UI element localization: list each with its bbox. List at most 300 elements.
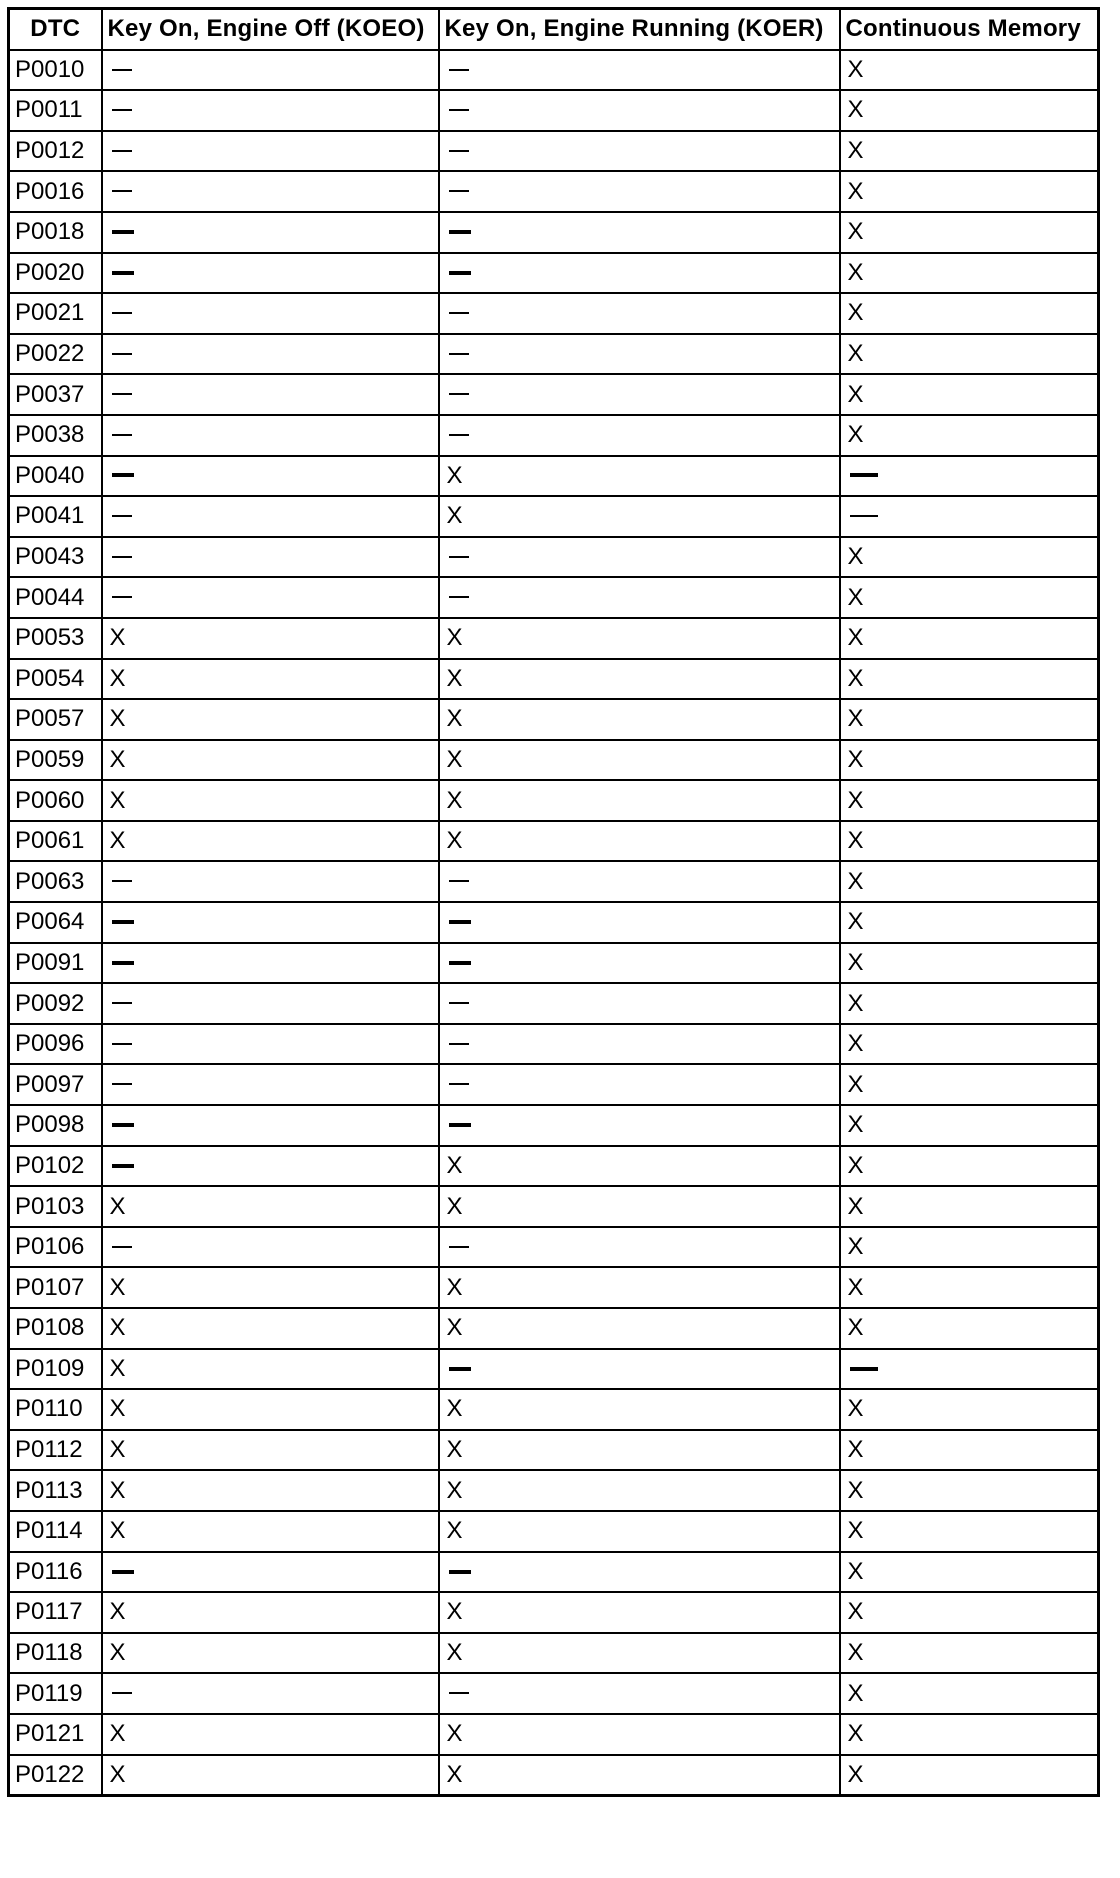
dtc-code-cell: [9, 1552, 102, 1593]
koer-cell: [439, 1349, 840, 1390]
dtc-code-cell: [9, 983, 102, 1024]
koer-cell: [439, 943, 840, 984]
dtc-code: P0037: [15, 380, 85, 408]
table-row: [9, 1308, 1099, 1349]
applicable-mark: X: [446, 1192, 463, 1220]
applicable-mark: X: [847, 1557, 864, 1585]
koer-cell: [439, 1511, 840, 1552]
koer-cell: [439, 699, 840, 740]
dtc-code: P0091: [15, 948, 85, 976]
not-applicable-dash: [449, 353, 469, 355]
table-row: [9, 1105, 1099, 1146]
applicable-mark: X: [847, 299, 864, 327]
dtc-code-cell: [9, 1146, 102, 1187]
koeo-cell: [102, 1105, 439, 1146]
applicable-mark: X: [109, 1598, 126, 1626]
koer-cell: [439, 861, 840, 902]
koeo-cell: [102, 780, 439, 821]
table-row: [9, 821, 1099, 862]
applicable-mark: X: [109, 1273, 126, 1301]
dtc-code-cell: [9, 659, 102, 700]
koeo-cell: [102, 334, 439, 375]
continuous-memory-cell: [840, 577, 1099, 618]
table-row: [9, 1552, 1099, 1593]
not-applicable-dash: [112, 515, 132, 517]
koeo-cell: [102, 618, 439, 659]
koer-cell: [439, 293, 840, 334]
dtc-code-cell: [9, 861, 102, 902]
continuous-memory-cell: [840, 537, 1099, 578]
not-applicable-dash: [112, 69, 132, 71]
koer-cell: [439, 1552, 840, 1593]
dtc-code: P0096: [15, 1030, 85, 1058]
dtc-code-cell: [9, 1714, 102, 1755]
applicable-mark: X: [109, 1639, 126, 1667]
koer-cell: [439, 90, 840, 131]
dtc-code-cell: [9, 821, 102, 862]
koeo-cell: [102, 1430, 439, 1471]
applicable-mark: X: [847, 1679, 864, 1707]
continuous-memory-cell: [840, 659, 1099, 700]
continuous-memory-cell: [840, 1552, 1099, 1593]
table-row: [9, 1024, 1099, 1065]
not-applicable-dash: [449, 230, 471, 234]
continuous-memory-cell: [840, 1349, 1099, 1390]
table-row: [9, 131, 1099, 172]
not-applicable-dash: [112, 393, 132, 395]
column-header-koeo: Key On, Engine Off (KOEO): [102, 9, 439, 50]
dtc-code: P0040: [15, 461, 85, 489]
applicable-mark: X: [446, 1517, 463, 1545]
table-row: [9, 1349, 1099, 1390]
applicable-mark: X: [446, 1314, 463, 1342]
not-applicable-dash: [112, 109, 132, 111]
applicable-mark: X: [847, 543, 864, 571]
dtc-code: P0060: [15, 786, 85, 814]
dtc-code: P0021: [15, 299, 85, 327]
not-applicable-dash: [449, 596, 469, 598]
koeo-cell: [102, 374, 439, 415]
continuous-memory-cell: [840, 902, 1099, 943]
koeo-cell: [102, 1673, 439, 1714]
not-applicable-dash: [112, 556, 132, 558]
not-applicable-dash: [449, 961, 471, 965]
continuous-memory-cell: [840, 1105, 1099, 1146]
koeo-cell: [102, 740, 439, 781]
not-applicable-dash: [449, 1246, 469, 1248]
koeo-cell: [102, 1552, 439, 1593]
dtc-code: P0053: [15, 624, 85, 652]
koer-cell: [439, 212, 840, 253]
koer-cell: [439, 1308, 840, 1349]
applicable-mark: X: [847, 908, 864, 936]
continuous-memory-cell: [840, 1714, 1099, 1755]
column-header-dtc: DTC: [9, 9, 102, 50]
continuous-memory-cell: [840, 1227, 1099, 1268]
not-applicable-dash: [449, 1692, 469, 1694]
dtc-code: P0103: [15, 1192, 85, 1220]
koer-cell: [439, 1673, 840, 1714]
applicable-mark: X: [109, 624, 126, 652]
not-applicable-dash: [112, 1083, 132, 1085]
dtc-code: P0063: [15, 867, 85, 895]
table-row: [9, 1267, 1099, 1308]
applicable-mark: X: [847, 1111, 864, 1139]
applicable-mark: X: [446, 705, 463, 733]
applicable-mark: X: [446, 745, 463, 773]
koer-cell: [439, 1024, 840, 1065]
applicable-mark: X: [847, 827, 864, 855]
applicable-mark: X: [847, 786, 864, 814]
dtc-code: P0110: [15, 1395, 83, 1423]
koer-cell: [439, 780, 840, 821]
continuous-memory-cell: [840, 1470, 1099, 1511]
table-row: [9, 1227, 1099, 1268]
dtc-code-cell: [9, 1024, 102, 1065]
dtc-code: P0121: [15, 1720, 85, 1748]
applicable-mark: X: [847, 1476, 864, 1504]
dtc-code: P0061: [15, 827, 85, 855]
applicable-mark: X: [847, 55, 864, 83]
koeo-cell: [102, 1064, 439, 1105]
koeo-cell: [102, 212, 439, 253]
koeo-cell: [102, 293, 439, 334]
koer-cell: [439, 1389, 840, 1430]
header-row: [9, 9, 1099, 50]
table-row: [9, 1146, 1099, 1187]
applicable-mark: X: [847, 218, 864, 246]
table-row: [9, 374, 1099, 415]
applicable-mark: X: [109, 1476, 126, 1504]
dtc-code-cell: [9, 1633, 102, 1674]
koeo-cell: [102, 1186, 439, 1227]
not-applicable-dash: [112, 271, 134, 275]
dtc-code-cell: [9, 780, 102, 821]
not-applicable-dash: [112, 150, 132, 152]
column-header-koer: Key On, Engine Running (KOER): [439, 9, 840, 50]
dtc-code: P0054: [15, 664, 85, 692]
not-applicable-dash: [449, 1083, 469, 1085]
not-applicable-dash: [449, 312, 469, 314]
dtc-code-cell: [9, 1064, 102, 1105]
table-row: [9, 1755, 1099, 1796]
dtc-code-cell: [9, 293, 102, 334]
not-applicable-dash: [449, 393, 469, 395]
applicable-mark: X: [847, 705, 864, 733]
continuous-memory-cell: [840, 131, 1099, 172]
dtc-code-cell: [9, 1308, 102, 1349]
koeo-cell: [102, 943, 439, 984]
continuous-memory-cell: [840, 90, 1099, 131]
dtc-code-cell: [9, 1430, 102, 1471]
not-applicable-dash: [449, 1043, 469, 1045]
dtc-code: P0092: [15, 989, 85, 1017]
table-row: [9, 496, 1099, 537]
koer-cell: [439, 131, 840, 172]
column-header-continuous-memory: Continuous Memory: [840, 9, 1099, 50]
not-applicable-dash: [112, 1692, 132, 1694]
applicable-mark: X: [847, 1192, 864, 1220]
dtc-code-cell: [9, 1592, 102, 1633]
applicable-mark: X: [847, 1314, 864, 1342]
dtc-code-cell: [9, 1186, 102, 1227]
dtc-code: P0064: [15, 908, 85, 936]
koer-cell: [439, 902, 840, 943]
continuous-memory-cell: [840, 374, 1099, 415]
applicable-mark: X: [847, 745, 864, 773]
applicable-mark: X: [446, 1395, 463, 1423]
applicable-mark: X: [847, 1070, 864, 1098]
table-row: [9, 902, 1099, 943]
dtc-code: P0022: [15, 340, 85, 368]
table-row: [9, 1186, 1099, 1227]
applicable-mark: X: [847, 624, 864, 652]
dtc-code-cell: [9, 1673, 102, 1714]
applicable-mark: X: [446, 664, 463, 692]
applicable-mark: X: [109, 1517, 126, 1545]
applicable-mark: X: [109, 827, 126, 855]
koeo-cell: [102, 983, 439, 1024]
dtc-code: P0057: [15, 705, 85, 733]
applicable-mark: X: [446, 461, 463, 489]
continuous-memory-cell: [840, 1267, 1099, 1308]
koeo-cell: [102, 577, 439, 618]
koer-cell: [439, 983, 840, 1024]
dtc-code-cell: [9, 50, 102, 91]
applicable-mark: X: [446, 502, 463, 530]
dtc-code-cell: [9, 1349, 102, 1390]
applicable-mark: X: [847, 177, 864, 205]
applicable-mark: X: [847, 1639, 864, 1667]
koeo-cell: [102, 1592, 439, 1633]
not-applicable-dash: [449, 880, 469, 882]
applicable-mark: X: [446, 1598, 463, 1626]
not-applicable-dash: [112, 920, 134, 924]
not-applicable-dash: [449, 150, 469, 152]
continuous-memory-cell: [840, 1308, 1099, 1349]
not-applicable-dash: [449, 434, 469, 436]
dtc-code: P0102: [15, 1151, 85, 1179]
applicable-mark: X: [847, 137, 864, 165]
koer-cell: [439, 1430, 840, 1471]
not-applicable-dash: [449, 69, 469, 71]
table-row: [9, 943, 1099, 984]
not-applicable-dash: [850, 515, 878, 517]
koeo-cell: [102, 1024, 439, 1065]
not-applicable-dash: [112, 190, 132, 192]
not-applicable-dash: [449, 109, 469, 111]
table-row: [9, 577, 1099, 618]
dtc-code-cell: [9, 902, 102, 943]
dtc-code-cell: [9, 212, 102, 253]
not-applicable-dash: [449, 190, 469, 192]
koeo-cell: [102, 1267, 439, 1308]
not-applicable-dash: [449, 1002, 469, 1004]
applicable-mark: X: [847, 1395, 864, 1423]
dtc-code-cell: [9, 1511, 102, 1552]
table-row: [9, 334, 1099, 375]
dtc-code-cell: [9, 415, 102, 456]
continuous-memory-cell: [840, 740, 1099, 781]
koeo-cell: [102, 50, 439, 91]
dtc-code-cell: [9, 577, 102, 618]
applicable-mark: X: [847, 1151, 864, 1179]
koeo-cell: [102, 1511, 439, 1552]
dtc-code-cell: [9, 943, 102, 984]
not-applicable-dash: [449, 1367, 471, 1371]
koer-cell: [439, 1470, 840, 1511]
not-applicable-dash: [112, 1002, 132, 1004]
not-applicable-dash: [449, 1570, 471, 1574]
koer-cell: [439, 50, 840, 91]
dtc-code: P0112: [15, 1436, 83, 1464]
applicable-mark: X: [847, 867, 864, 895]
table-row: [9, 1430, 1099, 1471]
applicable-mark: X: [109, 1354, 126, 1382]
applicable-mark: X: [109, 1192, 126, 1220]
dtc-code-cell: [9, 1227, 102, 1268]
koer-cell: [439, 1633, 840, 1674]
koeo-cell: [102, 131, 439, 172]
dtc-code: P0108: [15, 1314, 85, 1342]
applicable-mark: X: [109, 1395, 126, 1423]
not-applicable-dash: [850, 473, 878, 477]
dtc-code: P0012: [15, 137, 85, 165]
table-body: [9, 50, 1099, 1796]
dtc-code-cell: [9, 171, 102, 212]
continuous-memory-cell: [840, 456, 1099, 497]
not-applicable-dash: [112, 434, 132, 436]
koeo-cell: [102, 171, 439, 212]
applicable-mark: X: [847, 340, 864, 368]
koeo-cell: [102, 415, 439, 456]
table-row: [9, 1389, 1099, 1430]
applicable-mark: X: [847, 1030, 864, 1058]
koeo-cell: [102, 1146, 439, 1187]
dtc-code: P0122: [15, 1760, 85, 1788]
applicable-mark: X: [109, 1314, 126, 1342]
table-row: [9, 1064, 1099, 1105]
dtc-code: P0041: [15, 502, 85, 530]
koer-cell: [439, 659, 840, 700]
koer-cell: [439, 374, 840, 415]
dtc-code-cell: [9, 456, 102, 497]
koer-cell: [439, 496, 840, 537]
applicable-mark: X: [847, 96, 864, 124]
not-applicable-dash: [449, 271, 471, 275]
applicable-mark: X: [446, 1436, 463, 1464]
applicable-mark: X: [847, 1598, 864, 1626]
continuous-memory-cell: [840, 253, 1099, 294]
continuous-memory-cell: [840, 50, 1099, 91]
applicable-mark: X: [847, 1517, 864, 1545]
koeo-cell: [102, 699, 439, 740]
dtc-code-cell: [9, 90, 102, 131]
not-applicable-dash: [112, 880, 132, 882]
applicable-mark: X: [446, 786, 463, 814]
applicable-mark: X: [109, 745, 126, 773]
koeo-cell: [102, 861, 439, 902]
dtc-code: P0011: [15, 96, 83, 124]
applicable-mark: X: [446, 1151, 463, 1179]
applicable-mark: X: [847, 1760, 864, 1788]
continuous-memory-cell: [840, 1430, 1099, 1471]
dtc-code-cell: [9, 131, 102, 172]
dtc-code-cell: [9, 1267, 102, 1308]
koeo-cell: [102, 1633, 439, 1674]
dtc-code: P0016: [15, 177, 85, 205]
table-row: [9, 699, 1099, 740]
continuous-memory-cell: [840, 780, 1099, 821]
applicable-mark: X: [847, 583, 864, 611]
not-applicable-dash: [112, 1043, 132, 1045]
applicable-mark: X: [847, 380, 864, 408]
dtc-code: P0044: [15, 583, 85, 611]
koeo-cell: [102, 902, 439, 943]
table-row: [9, 1511, 1099, 1552]
not-applicable-dash: [112, 473, 134, 477]
dtc-code-cell: [9, 1105, 102, 1146]
applicable-mark: X: [446, 1720, 463, 1748]
dtc-code: P0119: [15, 1679, 83, 1707]
koer-cell: [439, 1755, 840, 1796]
continuous-memory-cell: [840, 171, 1099, 212]
applicable-mark: X: [446, 1273, 463, 1301]
table-row: [9, 415, 1099, 456]
koer-cell: [439, 618, 840, 659]
applicable-mark: X: [847, 1273, 864, 1301]
koer-cell: [439, 1714, 840, 1755]
koer-cell: [439, 1064, 840, 1105]
applicable-mark: X: [847, 1436, 864, 1464]
koer-cell: [439, 1146, 840, 1187]
continuous-memory-cell: [840, 1389, 1099, 1430]
koer-cell: [439, 537, 840, 578]
table-row: [9, 537, 1099, 578]
table-row: [9, 740, 1099, 781]
dtc-code: P0106: [15, 1233, 85, 1261]
dtc-code: P0043: [15, 543, 85, 571]
applicable-mark: X: [109, 1760, 126, 1788]
dtc-code: P0116: [15, 1557, 83, 1585]
not-applicable-dash: [112, 1164, 134, 1168]
applicable-mark: X: [109, 1720, 126, 1748]
continuous-memory-cell: [840, 983, 1099, 1024]
koer-cell: [439, 1105, 840, 1146]
dtc-code: P0117: [15, 1598, 83, 1626]
applicable-mark: X: [847, 989, 864, 1017]
koeo-cell: [102, 1349, 439, 1390]
table-row: [9, 1633, 1099, 1674]
applicable-mark: X: [446, 1476, 463, 1504]
dtc-code-cell: [9, 334, 102, 375]
table-row: [9, 1592, 1099, 1633]
dtc-code-cell: [9, 740, 102, 781]
koeo-cell: [102, 659, 439, 700]
applicable-mark: X: [446, 1760, 463, 1788]
continuous-memory-cell: [840, 1146, 1099, 1187]
koeo-cell: [102, 456, 439, 497]
not-applicable-dash: [449, 920, 471, 924]
koeo-cell: [102, 496, 439, 537]
koeo-cell: [102, 1227, 439, 1268]
dtc-code-cell: [9, 618, 102, 659]
not-applicable-dash: [112, 1123, 134, 1127]
dtc-code-cell: [9, 1389, 102, 1430]
koeo-cell: [102, 90, 439, 131]
koeo-cell: [102, 1714, 439, 1755]
applicable-mark: X: [847, 258, 864, 286]
